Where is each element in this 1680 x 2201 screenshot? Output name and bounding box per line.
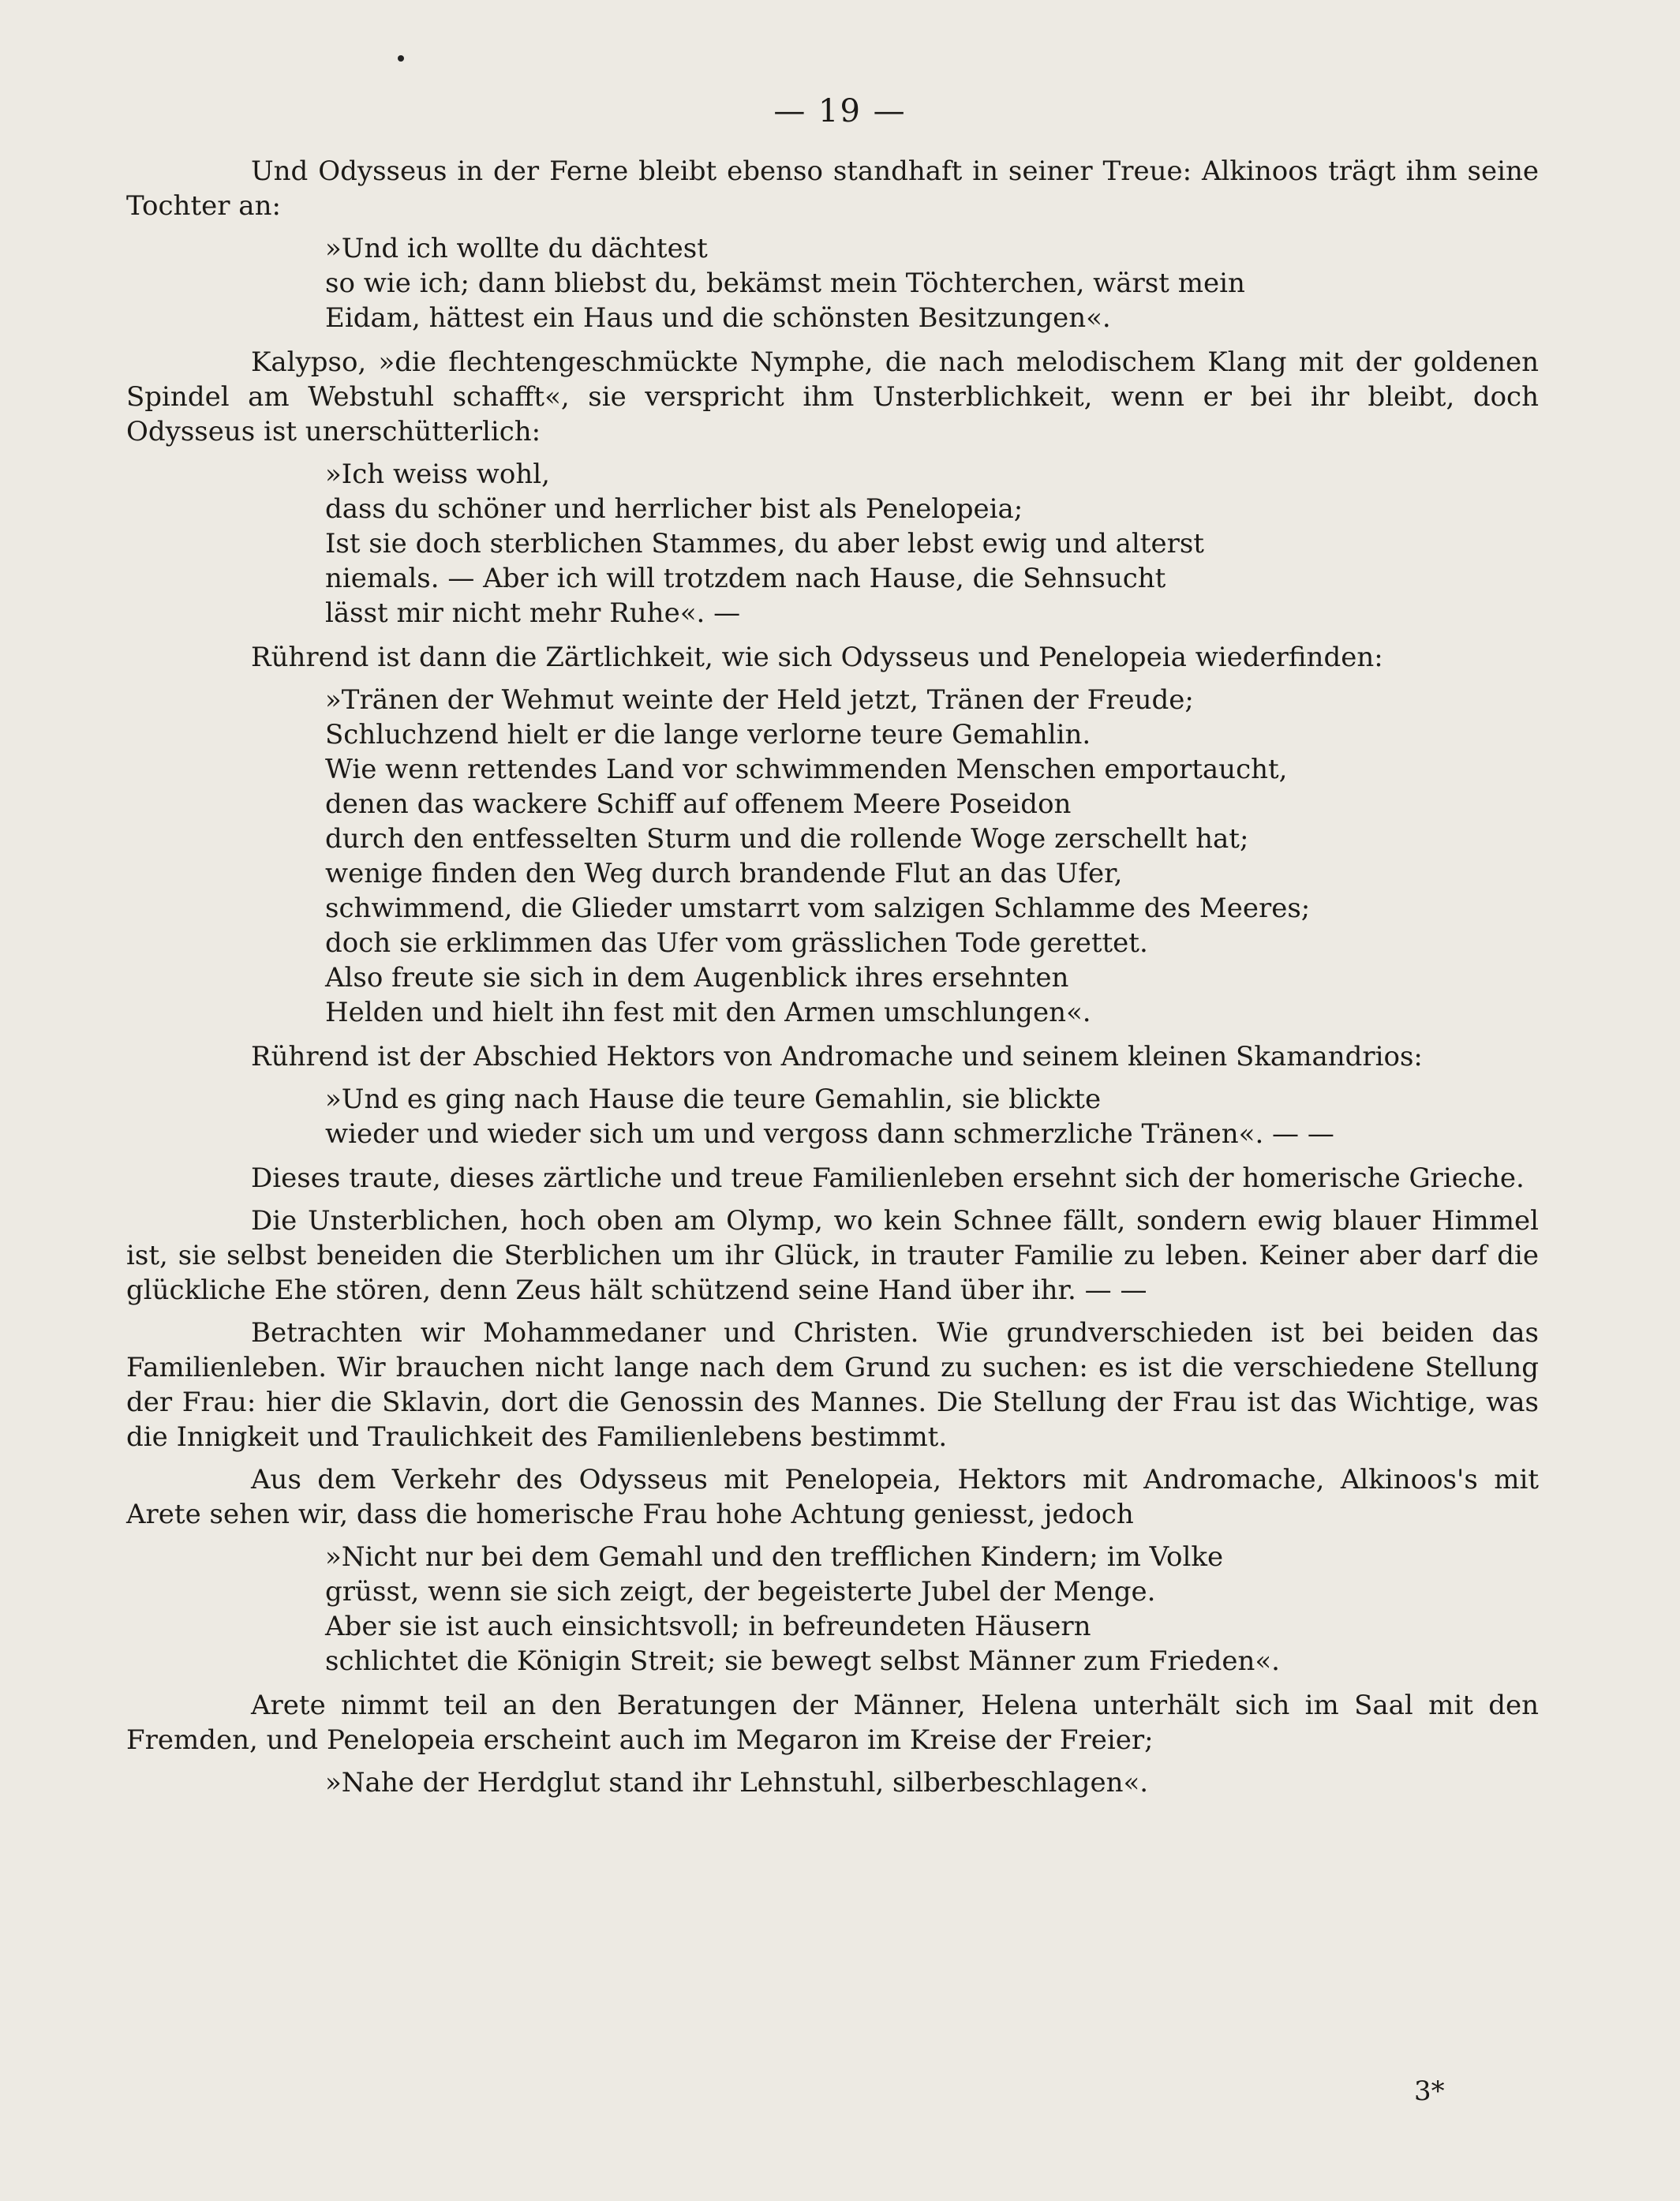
verse-line: lässt mir nicht mehr Ruhe«. — — [325, 597, 741, 629]
verse-quotation — [325, 457, 1525, 631]
body-text — [126, 154, 1539, 1810]
verse-line: doch sie erklimmen das Ufer vom grässlichen Tode gerettet. — [325, 927, 1148, 959]
verse-line: Ist sie doch sterblichen Stammes, du aber lebst ewig und alterst — [325, 528, 1204, 560]
paragraph: Kalypso, »die flechtengeschmückte Nymphe, die nach melodischem Klang mit der goldenen Spindel am Webstuhl schafft«, sie verspricht ihm Unsterblichkeit, wenn er bei ihr bleibt, doch Odysseus ist unerschütterlich: — [126, 346, 1539, 447]
ink-speck — [398, 55, 404, 62]
verse-line: »Und ich wollte du dächtest — [325, 233, 708, 264]
verse-quotation — [325, 1765, 1525, 1800]
verse-line: Eidam, hättest ein Haus und die schönsten Besitzungen«. — [325, 302, 1111, 334]
verse-quotation — [325, 1082, 1525, 1151]
paragraph: Dieses traute, dieses zärtliche und treue Familienleben ersehnt sich der homerische Grieche. — [251, 1162, 1525, 1194]
paragraph: Die Unsterblichen, hoch oben am Olymp, wo kein Schnee fällt, sondern ewig blauer Himmel ist, sie selbst beneiden die Sterblichen um ihr Glück, in trauter Familie zu leben. Keiner aber darf die glückliche Ehe stören, denn Zeus hält schützend seine Hand über ihr. — — — [126, 1205, 1539, 1306]
verse-line: schlichtet die Königin Streit; sie bewegt selbst Männer zum Frieden«. — [325, 1645, 1280, 1677]
page-number: — 19 — — [773, 93, 907, 129]
verse-quotation — [325, 1540, 1525, 1679]
verse-line: »Ich weiss wohl, — [325, 459, 550, 490]
paragraph: Rührend ist der Abschied Hektors von Andromache und seinem kleinen Skamandrios: — [251, 1041, 1423, 1072]
verse-line: wenige finden den Weg durch brandende Flut an das Ufer, — [325, 858, 1123, 889]
verse-line: grüsst, wenn sie sich zeigt, der begeisterte Jubel der Menge. — [325, 1576, 1156, 1608]
verse-line: schwimmend, die Glieder umstarrt vom salzigen Schlamme des Meeres; — [325, 893, 1311, 924]
paragraph: Arete nimmt teil an den Beratungen der Männer, Helena unterhält sich im Saal mit den Fremden, und Penelopeia erscheint auch im Megaron im Kreise der Freier; — [126, 1690, 1539, 1756]
paragraph: Betrachten wir Mohammedaner und Christen. Wie grundverschieden ist bei beiden das Familienleben. Wir brauchen nicht lange nach dem Grund zu suchen: es ist die verschiedene Stellung der Frau: hier die Sklavin, dort die Genossin des Mannes. Die Stellung der Frau ist das Wichtige, was die Innigkeit und Traulichkeit des Familienlebens bestimmt. — [126, 1317, 1539, 1453]
verse-quotation — [325, 683, 1525, 1030]
verse-line: Schluchzend hielt er die lange verlorne teure Gemahlin. — [325, 719, 1091, 751]
verse-line: dass du schöner und herrlicher bist als Penelopeia; — [325, 493, 1023, 525]
verse-line: denen das wackere Schiff auf offenem Meere Poseidon — [325, 788, 1072, 820]
paragraph: Und Odysseus in der Ferne bleibt ebenso standhaft in seiner Treue: Alkinoos trägt ihm seine Tochter an: — [126, 155, 1539, 222]
verse-line: Helden und hielt ihn fest mit den Armen umschlungen«. — [325, 997, 1091, 1028]
verse-line: »Nicht nur bei dem Gemahl und den trefflichen Kindern; im Volke — [325, 1541, 1224, 1573]
verse-line: niemals. — Aber ich will trotzdem nach Hause, die Sehnsucht — [325, 563, 1166, 594]
verse-line: Also freute sie sich in dem Augenblick ihres ersehnten — [325, 962, 1069, 994]
signature-mark: 3* — [1414, 2076, 1445, 2107]
verse-line: »Und es ging nach Hause die teure Gemahlin, sie blickte — [325, 1084, 1102, 1115]
verse-line: »Tränen der Wehmut weinte der Held jetzt, Tränen der Freude; — [325, 684, 1194, 716]
paragraph: Aus dem Verkehr des Odysseus mit Penelopeia, Hektors mit Andromache, Alkinoos's mit Arete sehen wir, dass die homerische Frau hohe Achtung geniesst, jedoch — [126, 1464, 1539, 1530]
paragraph: Rührend ist dann die Zärtlichkeit, wie sich Odysseus und Penelopeia wiederfinden: — [251, 642, 1383, 673]
verse-line: so wie ich; dann bliebst du, bekämst mein Töchterchen, wärst mein — [325, 268, 1245, 299]
verse-line: »Nahe der Herdglut stand ihr Lehnstuhl, silberbeschlagen«. — [325, 1767, 1149, 1799]
verse-line: Wie wenn rettendes Land vor schwimmenden Menschen emportaucht, — [325, 754, 1288, 785]
verse-quotation — [325, 231, 1525, 335]
verse-line: Aber sie ist auch einsichtsvoll; in befreundeten Häusern — [325, 1611, 1091, 1642]
verse-line: wieder und wieder sich um und vergoss dann schmerzliche Tränen«. — — — [325, 1118, 1334, 1150]
verse-line: durch den entfesselten Sturm und die rollende Woge zerschellt hat; — [325, 823, 1249, 855]
